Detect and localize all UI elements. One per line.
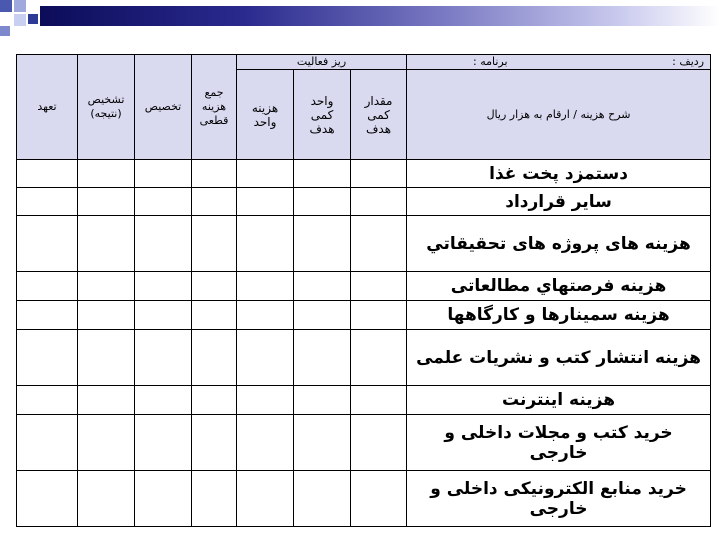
data-cell[interactable] xyxy=(192,188,237,216)
data-cell[interactable] xyxy=(135,160,192,188)
row-description: هزینه های پروژه های تحقیقاتي xyxy=(407,216,711,272)
data-cell[interactable] xyxy=(237,386,294,415)
data-cell[interactable] xyxy=(135,471,192,527)
data-cell[interactable] xyxy=(78,330,135,386)
data-cell[interactable] xyxy=(351,471,407,527)
data-cell[interactable] xyxy=(78,216,135,272)
data-cell[interactable] xyxy=(78,386,135,415)
sub-activity-header: ریز فعالیت xyxy=(237,55,407,70)
table-row xyxy=(17,415,711,471)
data-cell[interactable] xyxy=(135,330,192,386)
data-cell[interactable] xyxy=(17,160,78,188)
row-description: خرید کتب و مجلات داخلی و خارجی xyxy=(407,415,711,471)
data-cell[interactable] xyxy=(351,415,407,471)
table-row xyxy=(17,272,711,301)
data-cell[interactable] xyxy=(294,301,351,330)
decor-square xyxy=(14,0,26,12)
row-description: هزينه فرصتهاي مطالعاتی xyxy=(407,272,711,301)
unit-header: واحد کمی هدف xyxy=(294,70,351,160)
data-cell[interactable] xyxy=(192,330,237,386)
data-cell[interactable] xyxy=(17,301,78,330)
data-cell[interactable] xyxy=(351,330,407,386)
table-row xyxy=(17,216,711,272)
data-cell[interactable] xyxy=(294,386,351,415)
data-cell[interactable] xyxy=(78,415,135,471)
data-cell[interactable] xyxy=(351,272,407,301)
data-cell[interactable] xyxy=(237,330,294,386)
diagnosis-header: تشخیص (نتیجه) xyxy=(78,55,135,160)
decor-square xyxy=(0,26,10,36)
data-cell[interactable] xyxy=(192,471,237,527)
data-cell[interactable] xyxy=(17,272,78,301)
quantity-header: مقدار کمی هدف xyxy=(351,70,407,160)
data-cell[interactable] xyxy=(192,415,237,471)
row-description: هزینه اینترنت xyxy=(407,386,711,415)
data-cell[interactable] xyxy=(17,330,78,386)
data-cell[interactable] xyxy=(294,415,351,471)
data-cell[interactable] xyxy=(135,301,192,330)
table-row xyxy=(17,386,711,415)
table-row xyxy=(17,188,711,216)
data-cell[interactable] xyxy=(17,188,78,216)
header-row-1 xyxy=(17,55,711,70)
row-description: سایر قرارداد xyxy=(407,188,711,216)
data-cell[interactable] xyxy=(135,386,192,415)
table-row xyxy=(17,160,711,188)
data-cell[interactable] xyxy=(351,188,407,216)
data-cell[interactable] xyxy=(294,330,351,386)
data-cell[interactable] xyxy=(294,216,351,272)
row-label: ردیف : xyxy=(672,55,705,68)
data-cell[interactable] xyxy=(192,386,237,415)
budget-table xyxy=(16,54,711,527)
program-row-cell xyxy=(407,55,711,70)
data-cell[interactable] xyxy=(78,471,135,527)
data-cell[interactable] xyxy=(135,272,192,301)
data-cell[interactable] xyxy=(78,272,135,301)
commitment-header: تعهد xyxy=(17,55,78,160)
decor-square xyxy=(14,14,26,26)
data-cell[interactable] xyxy=(237,272,294,301)
program-label: برنامه : xyxy=(473,55,508,68)
row-description: هزینه سمینارها و کارگاهها xyxy=(407,301,711,330)
data-cell[interactable] xyxy=(78,188,135,216)
data-cell[interactable] xyxy=(192,301,237,330)
data-cell[interactable] xyxy=(17,386,78,415)
data-cell[interactable] xyxy=(17,415,78,471)
total-cost-header: جمع هزینه قطعی xyxy=(192,55,237,160)
data-cell[interactable] xyxy=(237,160,294,188)
gradient-bar xyxy=(40,6,720,26)
decor-square xyxy=(0,0,12,12)
data-cell[interactable] xyxy=(294,471,351,527)
row-description: دستمزد پخت غذا xyxy=(407,160,711,188)
row-description: خرید منابع الکترونیکی داخلی و خارجی xyxy=(407,471,711,527)
data-cell[interactable] xyxy=(294,272,351,301)
data-cell[interactable] xyxy=(237,216,294,272)
data-cell[interactable] xyxy=(17,216,78,272)
data-cell[interactable] xyxy=(192,272,237,301)
data-cell[interactable] xyxy=(192,216,237,272)
data-cell[interactable] xyxy=(78,301,135,330)
data-cell[interactable] xyxy=(192,160,237,188)
table-row xyxy=(17,471,711,527)
table-row xyxy=(17,301,711,330)
data-cell[interactable] xyxy=(135,216,192,272)
data-cell[interactable] xyxy=(351,386,407,415)
data-cell[interactable] xyxy=(294,188,351,216)
data-cell[interactable] xyxy=(294,160,351,188)
title-banner xyxy=(0,0,720,40)
description-header: شرح هزینه / ارقام به هزار ریال xyxy=(407,70,711,160)
allocation-header: تخصیص xyxy=(135,55,192,160)
data-cell[interactable] xyxy=(237,415,294,471)
data-cell[interactable] xyxy=(351,160,407,188)
data-cell[interactable] xyxy=(135,188,192,216)
unit-cost-header: هزینه واحد xyxy=(237,70,294,160)
data-cell[interactable] xyxy=(237,471,294,527)
data-cell[interactable] xyxy=(17,471,78,527)
data-cell[interactable] xyxy=(237,301,294,330)
data-cell[interactable] xyxy=(135,415,192,471)
data-cell[interactable] xyxy=(237,188,294,216)
decor-square xyxy=(28,14,38,24)
data-cell[interactable] xyxy=(351,216,407,272)
data-cell[interactable] xyxy=(351,301,407,330)
row-description: هزینه انتشار کتب و نشریات علمی xyxy=(407,330,711,386)
table-row xyxy=(17,330,711,386)
data-cell[interactable] xyxy=(78,160,135,188)
